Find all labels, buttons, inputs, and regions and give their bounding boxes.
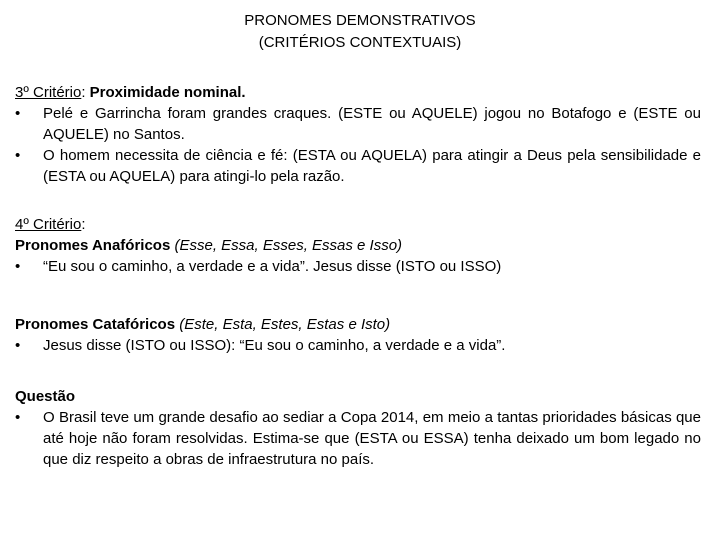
title-line-2: (CRITÉRIOS CONTEXTUAIS): [258, 34, 462, 51]
anaforicos-title: Pronomes Anafóricos: [15, 237, 171, 254]
list-item: [15, 407, 701, 470]
criterio-3-separator: :: [81, 84, 90, 101]
slide-title: [0, 10, 720, 54]
cataforicos-title: Pronomes Catafóricos: [15, 316, 176, 333]
bullet-text: “Eu sou o caminho, a verdade e a vida”. Jesus disse (ISTO ou ISSO): [43, 258, 502, 275]
bullet-text: Jesus disse (ISTO ou ISSO): “Eu sou o caminho, a verdade e a vida”.: [43, 337, 506, 354]
bullet-text: O Brasil teve um grande desafio ao sediar a Copa 2014, em meio a tantas prioridades básicas que até hoje não foram resolvidas. Estima-se que (ESTA ou ESSA) tenha deixado um bom legado no que diz respeito a obras de infraestrutura no país.: [43, 409, 701, 468]
list-item: [15, 335, 701, 356]
title-line-1: PRONOMES DEMONSTRATIVOS: [244, 12, 476, 29]
list-item: [15, 145, 701, 187]
criterio-3-label: 3º Critério: [15, 84, 82, 101]
criterio-4-separator: :: [81, 216, 86, 233]
bullet-text: O homem necessita de ciência e fé: (ESTA ou AQUELA) para atingir a Deus pela sensibilidade e (ESTA ou AQUELA) para atingi-lo pela razão.: [43, 147, 701, 185]
bullet-icon: •: [15, 258, 21, 275]
criterio-4-heading: [15, 214, 701, 235]
bullet-icon: •: [15, 105, 21, 122]
bullet-icon: •: [15, 337, 21, 354]
criterio-4-label: 4º Critério: [15, 216, 82, 233]
criterio-3-heading-rest: Proximidade nominal.: [89, 84, 246, 101]
criterio-3-section: [15, 82, 701, 187]
criterio-4-section: [15, 214, 701, 277]
questao-section: [15, 386, 701, 470]
criterio-3-bullet-list: [15, 103, 701, 187]
criterio-3-heading: [15, 82, 701, 103]
bullet-icon: •: [15, 147, 21, 164]
anaforicos-examples: (Esse, Essa, Esses, Essas e Isso): [174, 237, 403, 254]
anaforicos-heading: [15, 235, 701, 256]
cataforicos-bullet-list: [15, 335, 701, 356]
questao-bullet-list: [15, 407, 701, 470]
bullet-icon: •: [15, 409, 21, 426]
cataforicos-examples: (Este, Esta, Estes, Estas e Isto): [179, 316, 391, 333]
cataforicos-section: [15, 314, 701, 356]
cataforicos-heading: [15, 314, 701, 335]
bullet-text: Pelé e Garrincha foram grandes craques. (ESTE ou AQUELE) jogou no Botafogo e (ESTE ou AQUELE) no Santos.: [43, 105, 701, 143]
list-item: [15, 256, 701, 277]
list-item: [15, 103, 701, 145]
anaforicos-bullet-list: [15, 256, 701, 277]
questao-heading: Questão: [15, 388, 76, 405]
